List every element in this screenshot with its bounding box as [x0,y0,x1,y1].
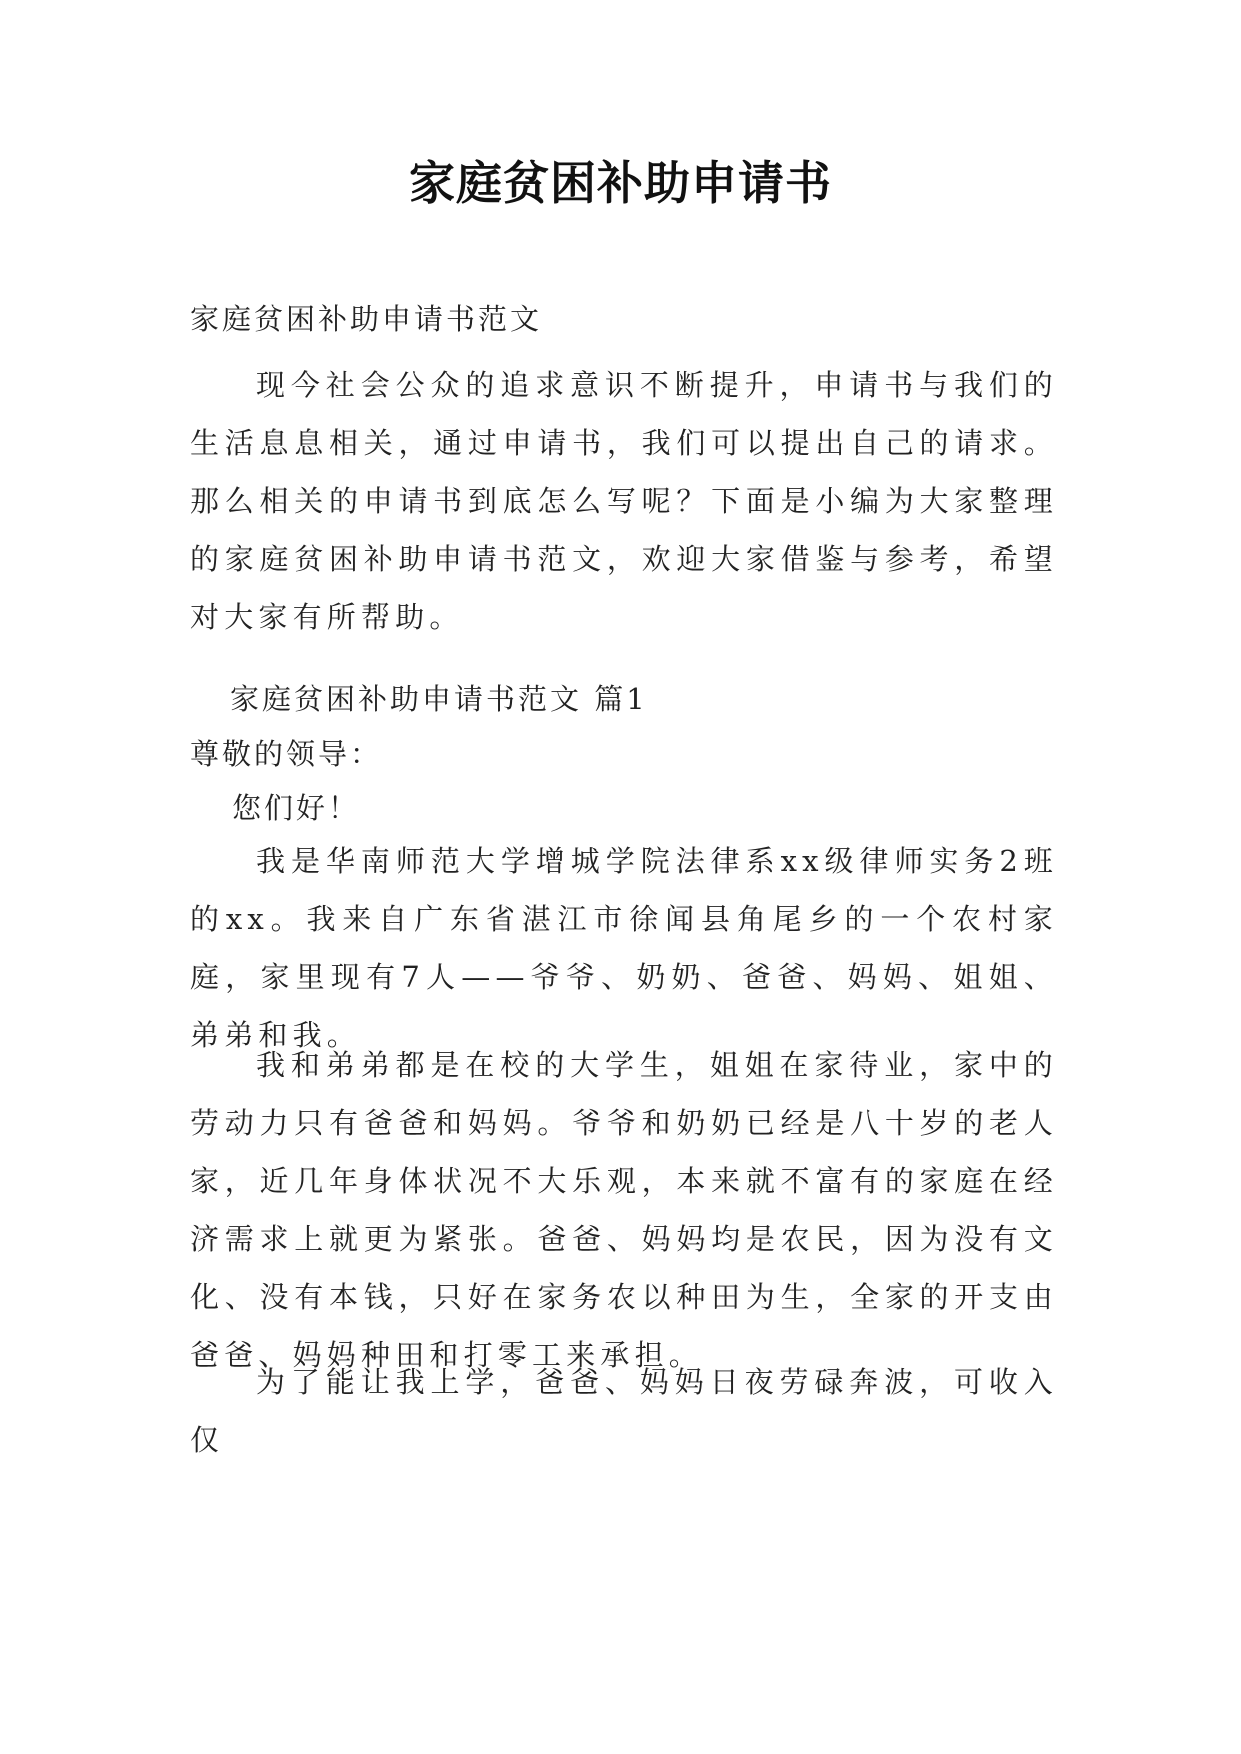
body-paragraph: 为了能让我上学，爸爸、妈妈日夜劳碌奔波，可收入仅 [190,1365,1058,1457]
greeting: 您们好！ [232,791,361,825]
salutation: 尊敬的领导： [190,737,383,771]
section-heading: 家庭贫困补助申请书范文 篇1 [230,682,648,716]
body-paragraph: 我是华南师范大学增城学院法律系xx级律师实务2班的xx。我来自广东省湛江市徐闻县角尾乡的一个农村家庭，家里现有7人——爷爷、奶奶、爸爸、妈妈、姐姐、弟弟和我。 [190,844,1058,1052]
body-paragraph: 我和弟弟都是在校的大学生，姐姐在家待业，家中的劳动力只有爸爸和妈妈。爷爷和奶奶已经是八十岁的老人家，近几年身体状况不大乐观，本来就不富有的家庭在经济需求上就更为紧张。爸爸、妈妈均是农民，因为没有文化、没有本钱，只好在家务农以种田为生，全家的开支由爸爸、妈妈种田和打零工来承担。 [190,1048,1058,1372]
intro-paragraph: 现今社会公众的追求意识不断提升，申请书与我们的生活息息相关，通过申请书，我们可以提出自己的请求。那么相关的申请书到底怎么写呢？下面是小编为大家整理的家庭贫困补助申请书范文，欢迎大家借鉴与参考，希望对大家有所帮助。 [190,368,1058,634]
document-title: 家庭贫困补助申请书 [409,156,832,210]
document-subtitle: 家庭贫困补助申请书范文 [190,302,543,336]
